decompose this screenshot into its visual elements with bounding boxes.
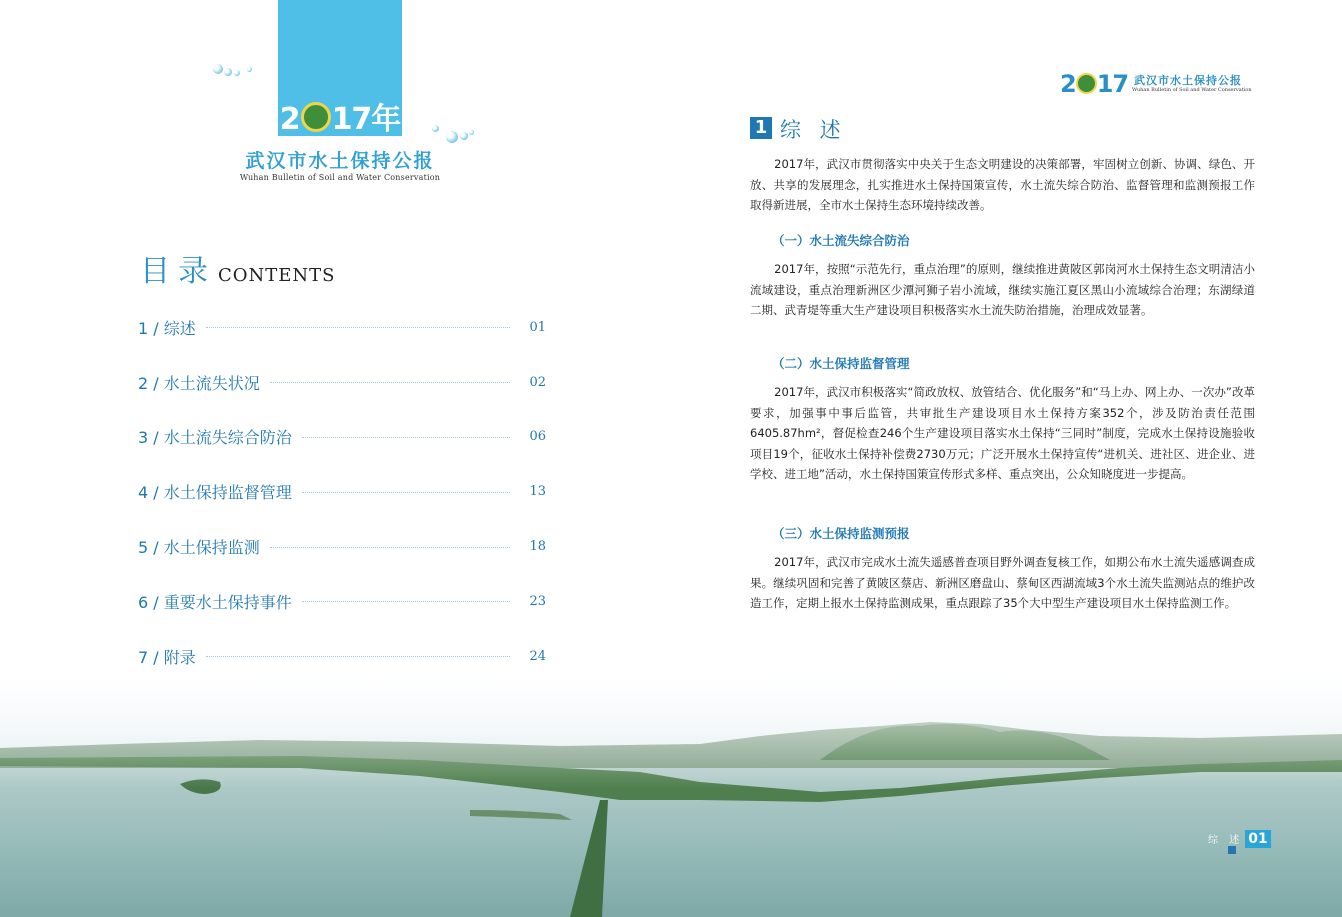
emblem-icon — [1076, 73, 1097, 94]
subsection-heading: （三）水土保持监测预报 — [772, 526, 910, 541]
lake-landscape-photo — [0, 660, 1342, 917]
water-drop-icon — [234, 70, 240, 76]
subsection-paragraph: 2017年，按照“示范先行，重点治理”的原则，继续推进黄陂区郭岗河水土保持生态文明清洁小流域建设，重点治理新洲区少潭河狮子岩小流域，继续实施江夏区黑山小流域综合治理；东湖绿道二期、武青堤等重大生产建设项目积极落实水土流失防治措施，治理成效显著。 — [750, 262, 1255, 317]
contents-heading-cn: 目录 — [140, 254, 216, 289]
toc-item-label: 2 / 水土流失状况 — [138, 373, 260, 393]
running-header-year-prefix: 2 — [1060, 70, 1076, 98]
running-header-year — [1060, 70, 1128, 98]
book-title: 武汉市水土保持公报 — [245, 150, 435, 172]
year-suffix: 17年 — [331, 102, 401, 137]
page-number: 01 — [1245, 830, 1270, 848]
toc-item-label: 3 / 水土流失综合防治 — [138, 428, 292, 448]
leader-dots — [302, 600, 510, 602]
leader-dots — [302, 491, 510, 493]
year-prefix: 2 — [279, 102, 300, 137]
table-of-contents — [138, 300, 546, 684]
contents-heading — [140, 246, 336, 290]
toc-item-label: 1 / 综述 — [138, 318, 196, 338]
footer-square-decoration — [1228, 846, 1236, 854]
page-footer — [1208, 828, 1271, 848]
toc-item[interactable] — [138, 519, 546, 574]
water-drop-icon — [247, 67, 252, 72]
book-title-english: Wuhan Bulletin of Soil and Water Conservation — [239, 173, 441, 182]
leader-dots — [206, 326, 510, 328]
section-number-badge: 1 — [750, 117, 772, 139]
toc-item-page: 13 — [529, 484, 546, 500]
leader-dots — [206, 655, 510, 657]
emblem-icon — [301, 102, 331, 132]
toc-item[interactable] — [138, 300, 546, 355]
running-header-year-suffix: 17 — [1096, 70, 1129, 98]
toc-item-page: 01 — [529, 319, 546, 335]
subsection-paragraph: 2017年，武汉市积极落实“简政放权、放管结合、优化服务”和“马上办、网上办、一次办”改革要求，加强事中事后监管，共审批生产建设项目水土保持方案352个，涉及防治责任范围6405.87hm²，督促检查246个生产建设项目落实水土保持“三同时”制度，完成水土保持设施验收项目19个，征收水土保持补偿费2730万元；广泛开展水土保持宣传“进机关、进社区、进企业、进学校、进工地”活动，水土保持国策宣传形式多样、重点突出，公众知晓度进一步提高。 — [750, 385, 1255, 481]
year-badge — [278, 94, 402, 138]
toc-item-label: 6 / 重要水土保持事件 — [138, 592, 292, 612]
contents-heading-en: CONTENTS — [218, 265, 336, 286]
toc-item[interactable] — [138, 410, 546, 465]
toc-item-page: 23 — [529, 593, 546, 609]
toc-item-label: 5 / 水土保持监测 — [138, 538, 260, 558]
toc-item-label: 4 / 水土保持监督管理 — [138, 483, 292, 503]
toc-item-page: 06 — [529, 429, 546, 445]
toc-item-page: 18 — [529, 539, 546, 555]
subsection-heading: （二）水土保持监督管理 — [772, 356, 910, 371]
footer-section-label: 综 述 — [1208, 835, 1244, 846]
toc-item[interactable] — [138, 355, 546, 410]
water-drop-icon — [224, 68, 232, 76]
water-drop-icon — [213, 64, 223, 74]
leader-dots — [270, 381, 510, 383]
running-header-title: 武汉市水土保持公报 — [1134, 74, 1242, 87]
water-drop-icon — [469, 130, 474, 135]
toc-item[interactable] — [138, 464, 546, 519]
water-drop-icon — [432, 125, 439, 132]
subsection-heading: （一）水土流失综合防治 — [772, 233, 910, 248]
leader-dots — [270, 546, 510, 548]
toc-item[interactable] — [138, 629, 546, 684]
toc-item[interactable] — [138, 574, 546, 629]
toc-item-label: 7 / 附录 — [138, 647, 196, 667]
intro-paragraph: 2017年，武汉市贯彻落实中央关于生态文明建设的决策部署，牢固树立创新、协调、绿色、开放、共享的发展理念，扎实推进水土保持国策宣传，水土流失综合防治、监督管理和监测预报工作取得新进展，全市水土保持生态环境持续改善。 — [750, 157, 1255, 212]
toc-item-page: 02 — [529, 374, 546, 390]
leader-dots — [302, 436, 510, 438]
toc-item-page: 24 — [529, 648, 546, 664]
running-header-english: Wuhan Bulletin of Soil and Water Conservation — [1132, 87, 1252, 93]
water-drop-icon — [446, 131, 458, 143]
water-drop-icon — [460, 132, 468, 140]
section-title: 综 述 — [780, 118, 847, 142]
subsection-paragraph: 2017年，武汉市完成水土流失遥感普查项目野外调查复核工作，如期公布水土流失遥感调查成果。继续巩固和完善了黄陂区蔡店、新洲区磨盘山、蔡甸区西湖流域3个水土流失监测站点的维护改造工作，定期上报水土保持监测成果，重点跟踪了35个大中型生产建设项目水土保持监测工作。 — [750, 555, 1255, 610]
